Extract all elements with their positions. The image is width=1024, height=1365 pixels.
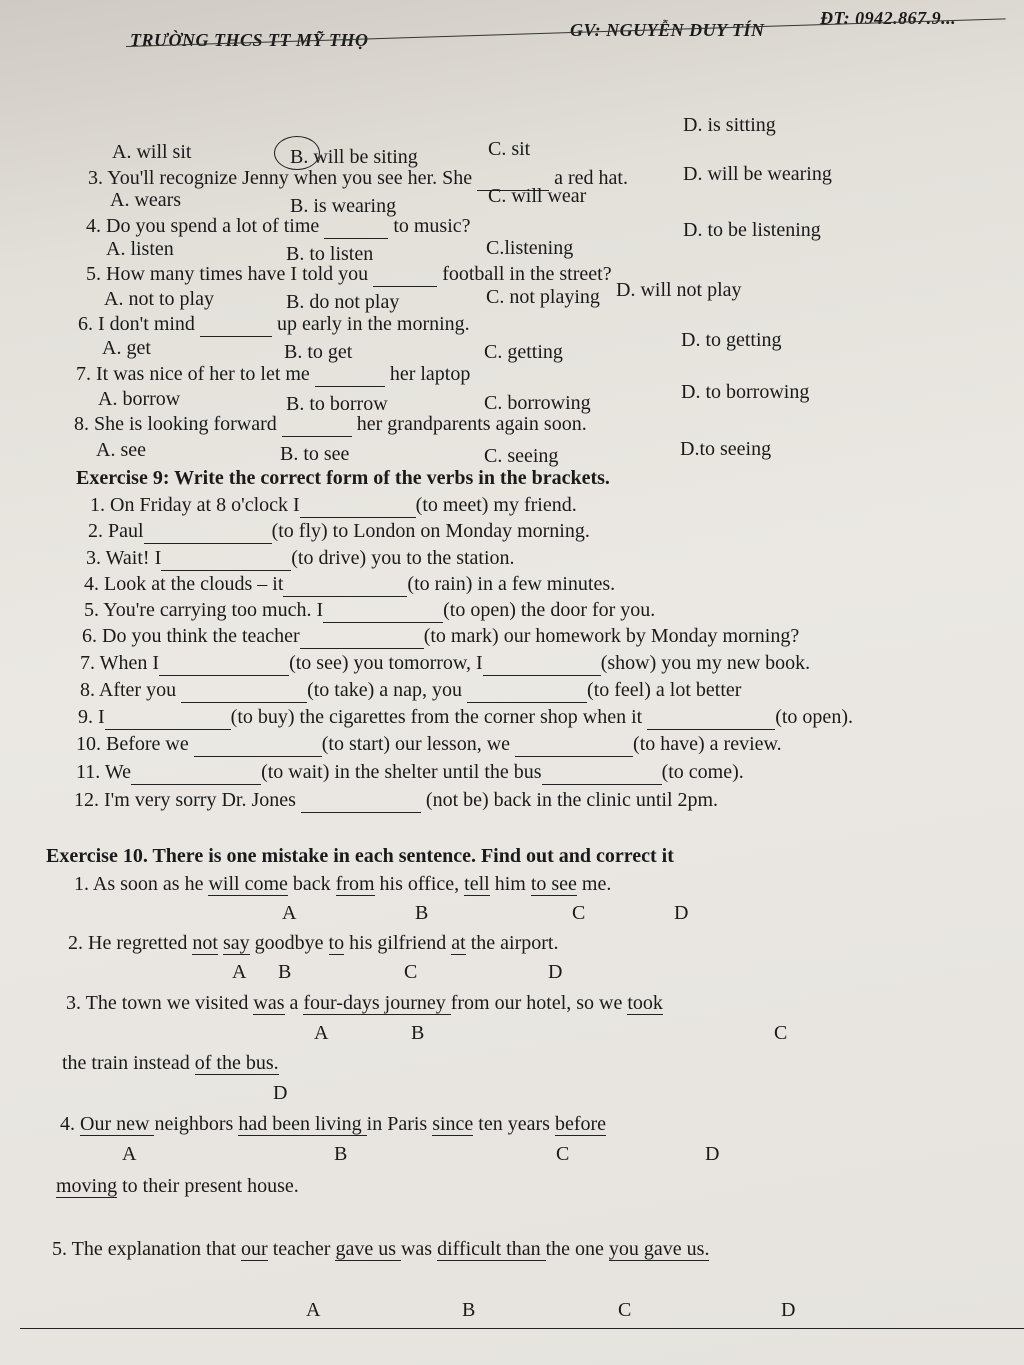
letter-d: D (548, 961, 563, 983)
exercise-item: 2. Paul (to fly) to London on Monday morning. (88, 520, 590, 542)
letter-c: C (618, 1299, 632, 1321)
letter-b: B (415, 902, 429, 924)
exercise-item: 1. On Friday at 8 o'clock I (to meet) my friend. (90, 494, 577, 516)
option-c: C. not playing (486, 286, 600, 308)
sentence-5: 5. The explanation that our teacher gave us was difficult than the one you gave us. (52, 1238, 710, 1260)
sentence-4-cont: moving to their present house. (56, 1175, 299, 1197)
letter-b: B (411, 1022, 425, 1044)
option-b: B. will be siting (290, 146, 418, 168)
letter-c: C (572, 902, 586, 924)
letter-b: B (334, 1143, 348, 1165)
option-d: D. to be listening (683, 219, 821, 241)
option-d: D. will be wearing (683, 163, 832, 185)
bottom-rule (20, 1328, 1024, 1329)
option-a: A. wears (110, 189, 182, 211)
letter-a: A (122, 1143, 137, 1165)
option-b: B. to get (284, 341, 353, 363)
exercise-item: 12. I'm very sorry Dr. Jones (not be) back in the clinic until 2pm. (74, 789, 719, 811)
option-a: A. see (96, 439, 146, 461)
option-a: A. borrow (98, 388, 181, 410)
school-name: TRƯỜNG THCS TT MỸ THỌ (130, 30, 369, 50)
exercise-item: 9. I (to buy) the cigarettes from the corner shop when it (to open). (78, 706, 853, 728)
exercise-9-title: Exercise 9: Write the correct form of the verbs in the brackets. (76, 467, 610, 489)
letter-a: A (282, 902, 297, 924)
option-b: B. do not play (286, 291, 400, 313)
option-c: C. getting (484, 341, 563, 363)
exercise-item: 3. Wait! I (to drive) you to the station. (86, 547, 515, 569)
exercise-10-title: Exercise 10. There is one mistake in each sentence. Find out and correct it (46, 845, 674, 867)
letter-d: D (781, 1299, 796, 1321)
option-b: B. to see (280, 443, 350, 465)
option-a: A. get (102, 337, 151, 359)
option-d: D. to getting (681, 329, 782, 351)
letter-a: A (306, 1299, 321, 1321)
question-stem: 8. She is looking forward her grandparents again soon. (74, 413, 587, 435)
letter-a: A (314, 1022, 329, 1044)
sentence-3: 3. The town we visited was a four-days journey from our hotel, so we took (66, 992, 663, 1014)
option-c: C. will wear (488, 185, 587, 207)
option-b: B. is wearing (290, 195, 397, 217)
sentence-1: 1. As soon as he will come back from his office, tell him to see me. (74, 873, 612, 895)
letter-d: D (674, 902, 689, 924)
letter-d: D (273, 1082, 288, 1104)
exercise-item: 5. You're carrying too much. I (to open) the door for you. (84, 599, 656, 621)
teacher-name: GV: NGUYỄN DUY TÍN (570, 20, 765, 40)
question-stem: 3. You'll recognize Jenny when you see her. She a red hat. (88, 167, 628, 189)
exercise-item: 6. Do you think the teacher (to mark) our homework by Monday morning? (82, 625, 800, 647)
option-a: A. not to play (104, 288, 214, 310)
letter-b: B (278, 961, 292, 983)
option-d: D. is sitting (683, 114, 776, 136)
sentence-2: 2. He regretted not say goodbye to his gilfriend at the airport. (68, 932, 559, 954)
option-b: B. to borrow (286, 393, 388, 415)
exercise-item: 4. Look at the clouds – it (to rain) in a few minutes. (84, 573, 616, 595)
letter-c: C (774, 1022, 788, 1044)
option-d: D. will not play (616, 279, 742, 301)
option-b: B. to listen (286, 243, 374, 265)
option-a: A. listen (106, 238, 174, 260)
option-c: C.listening (486, 237, 574, 259)
question-stem: 4. Do you spend a lot of time to music? (86, 215, 471, 237)
question-stem: 6. I don't mind up early in the morning. (78, 313, 470, 335)
question-stem: 7. It was nice of her to let me her laptop (76, 363, 471, 385)
letter-b: B (462, 1299, 476, 1321)
letter-d: D (705, 1143, 720, 1165)
option-c: C. sit (488, 138, 531, 160)
letter-c: C (556, 1143, 570, 1165)
exercise-item: 10. Before we (to start) our lesson, we (to have) a review. (76, 733, 782, 755)
letter-a: A (232, 961, 247, 983)
phone-number: ĐT: 0942.867.9... (820, 8, 957, 28)
sentence-4: 4. Our new neighbors had been living in Paris since ten years before (60, 1113, 607, 1135)
option-a: A. will sit (112, 141, 192, 163)
exercise-item: 7. When I (to see) you tomorrow, I (show) you my new book. (80, 652, 811, 674)
letter-c: C (404, 961, 418, 983)
sentence-3-cont: the train instead of the bus. (62, 1052, 279, 1074)
exercise-item: 11. We (to wait) in the shelter until the bus (to come). (76, 761, 744, 783)
option-d: D. to borrowing (681, 381, 810, 403)
option-d: D.to seeing (680, 438, 772, 460)
option-c: C. seeing (484, 445, 559, 467)
exercise-item: 8. After you (to take) a nap, you (to feel) a lot better (80, 679, 742, 701)
option-c: C. borrowing (484, 392, 591, 414)
question-stem: 5. How many times have I told you football in the street? (86, 263, 612, 285)
